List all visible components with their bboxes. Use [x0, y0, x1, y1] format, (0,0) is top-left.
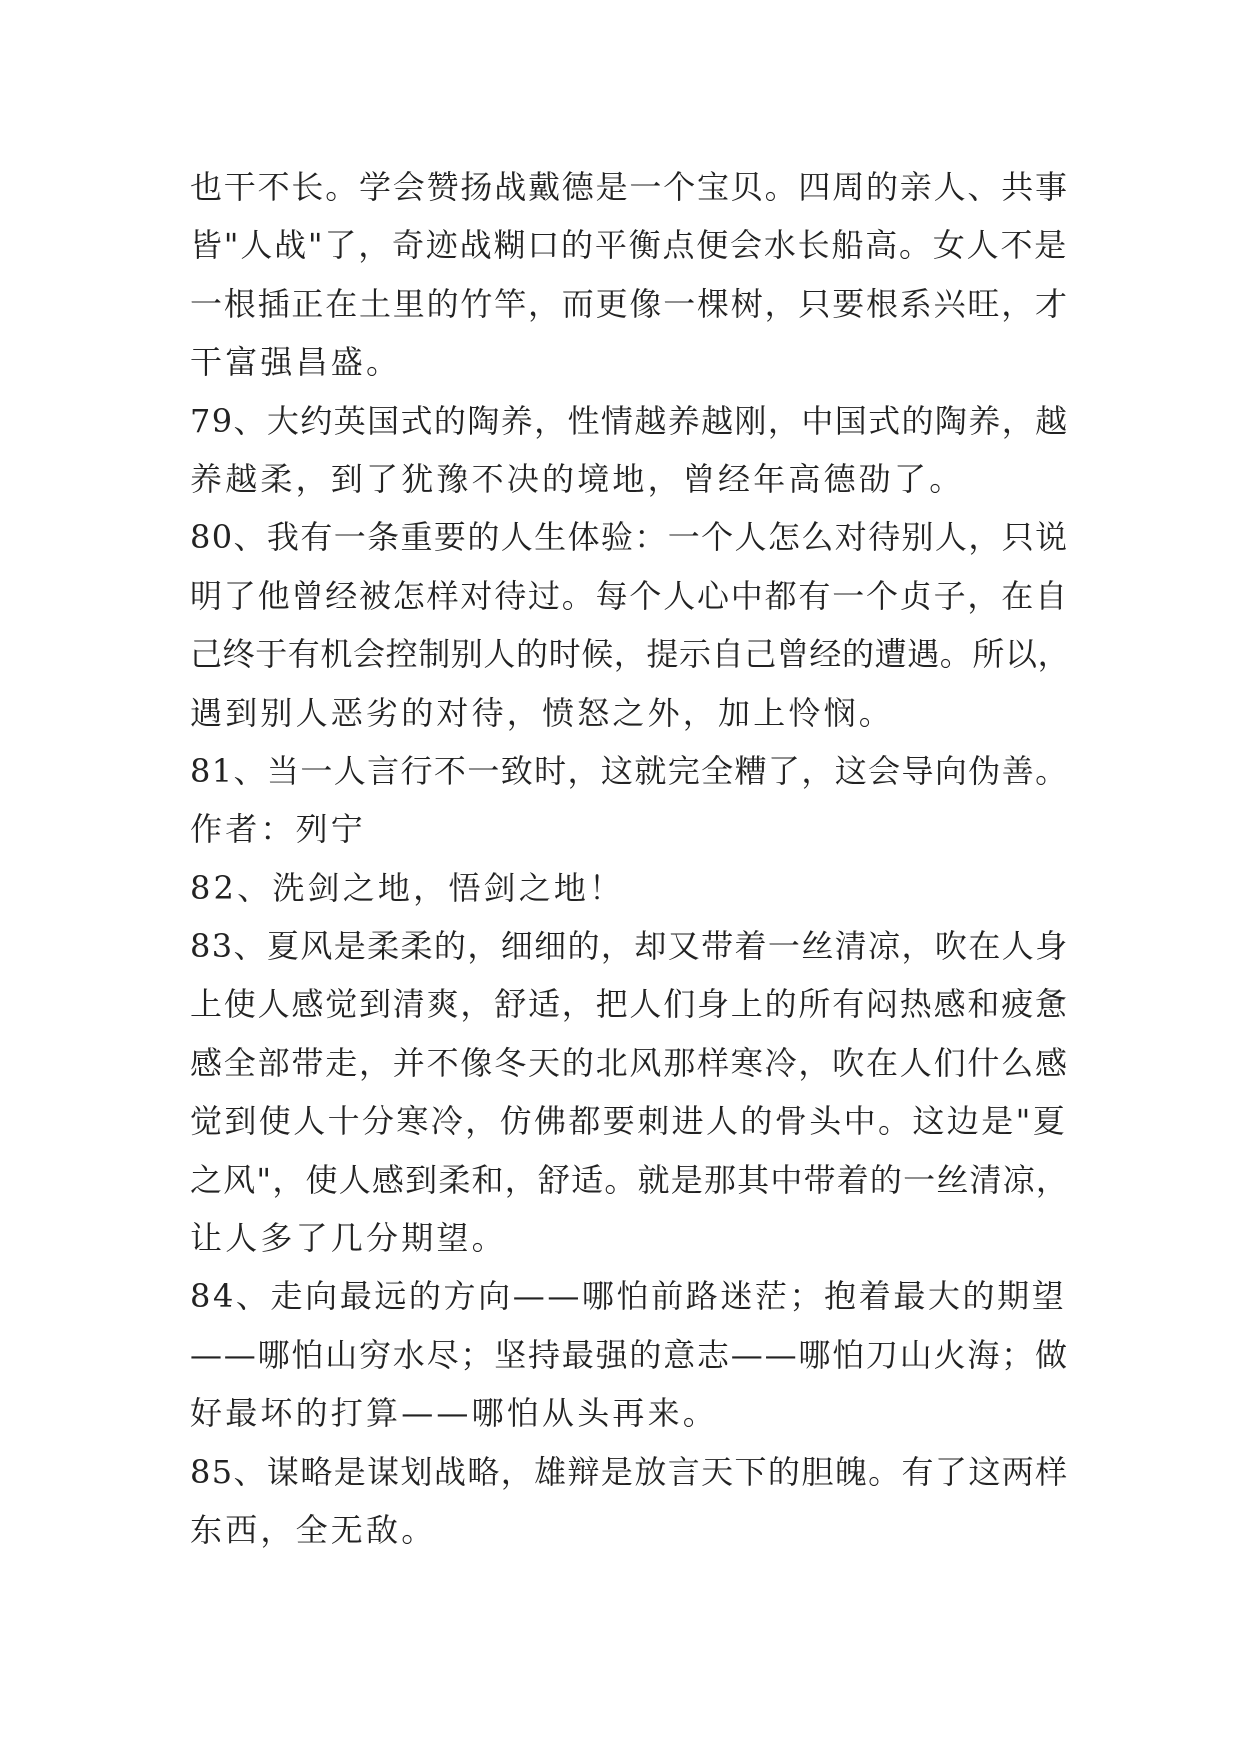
text-line: 80、我有一条重要的人生体验：一个人怎么对待别人，只说 — [190, 518, 1069, 557]
text-line: 也干不长。学会赞扬战戴德是一个宝贝。四周的亲人、共事 — [190, 168, 1069, 206]
text-line: 之风"，使人感到柔和，舒适。就是那其中带着的一丝清凉， — [190, 1160, 1070, 1199]
text-line: 觉到使人十分寒冷，仿佛都要刺进人的骨头中。这边是"夏 — [190, 1102, 1068, 1141]
text-line: 一根插正在土里的竹竿，而更像一棵树，只要根系兴旺，才 — [190, 284, 1069, 323]
text-line: 皆"人战"了，奇迹战糊口的平衡点便会水长船高。女人不是 — [190, 226, 1069, 265]
text-line: 感全部带走，并不像冬天的北风那样寒冷，吹在人们什么感 — [190, 1043, 1069, 1082]
text-line: 东西，全无敌。 — [190, 1510, 437, 1549]
text-line: 85、谋略是谋划战略，雄辩是放言天下的胆魄。有了这两样 — [190, 1452, 1069, 1491]
text-line: 81、当一人言行不一致时，这就完全糟了，这会导向伪善。 — [190, 751, 1069, 790]
text-line: 83、夏风是柔柔的，细细的，却又带着一丝清凉，吹在人身 — [190, 927, 1069, 966]
text-line: 让人多了几分期望。 — [190, 1219, 507, 1258]
text-line: 好最坏的打算——哪怕从头再来。 — [190, 1394, 719, 1433]
document-body — [190, 158, 1070, 1559]
text-line: 干富强昌盛。 — [190, 343, 402, 382]
text-line: ——哪怕山穷水尽；坚持最强的意志——哪怕刀山火海；做 — [190, 1335, 1069, 1374]
text-line: 遇到别人恶劣的对待，愤怒之外，加上怜悯。 — [190, 693, 895, 732]
text-line: 作者：列宁 — [190, 810, 367, 849]
text-line: 79、大约英国式的陶养，性情越养越刚，中国式的陶养，越 — [190, 401, 1069, 440]
text-line: 84、走向最远的方向——哪怕前路迷茫；抱着最大的期望 — [190, 1277, 1067, 1316]
text-line: 己终于有机会控制别人的时候，提示自己曾经的遭遇。所以， — [190, 635, 1071, 674]
text-line: 明了他曾经被怎样对待过。每个人心中都有一个贞子，在自 — [190, 576, 1069, 615]
text-line: 上使人感觉到清爽，舒适，把人们身上的所有闷热感和疲惫 — [190, 985, 1069, 1024]
text-line: 82、洗剑之地，悟剑之地！ — [190, 868, 625, 907]
text-line: 养越柔，到了犹豫不决的境地，曾经年高德劭了。 — [190, 459, 965, 498]
